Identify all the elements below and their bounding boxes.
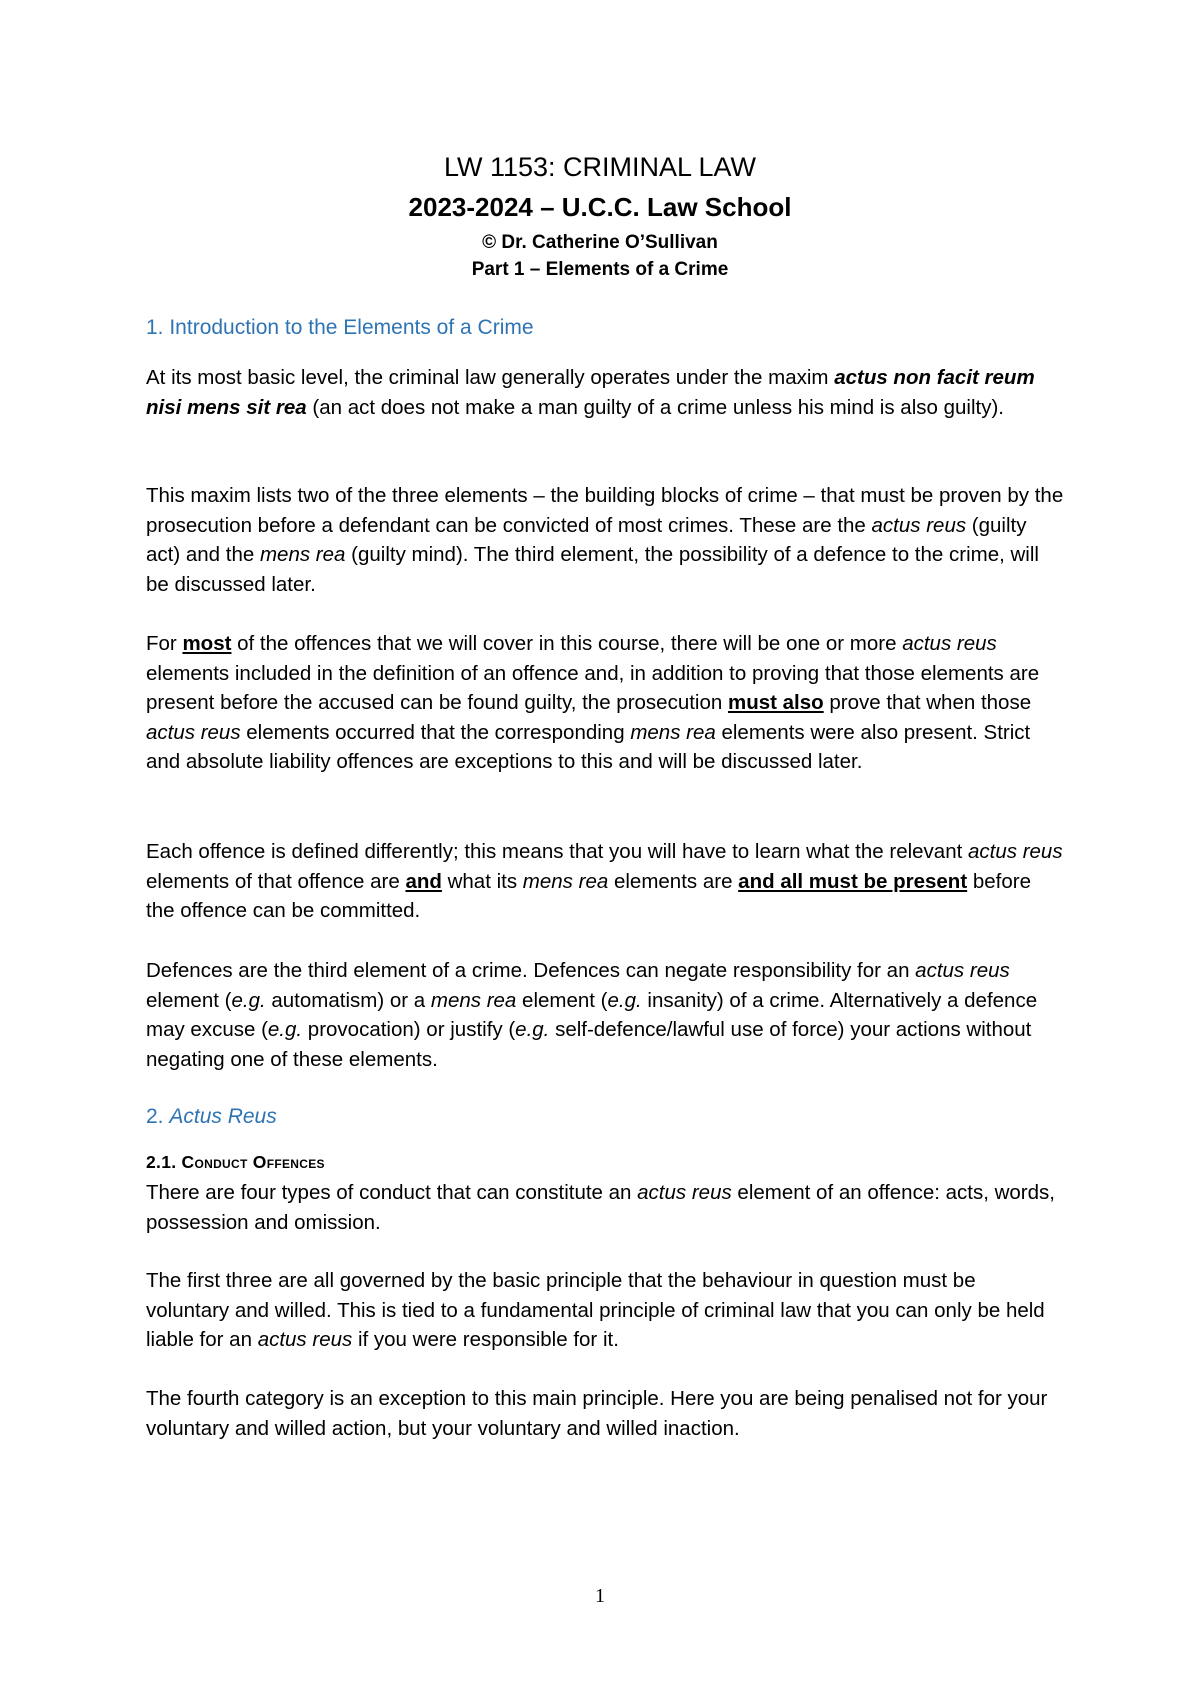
- text-run: element (: [146, 988, 232, 1012]
- section-2-paragraph-1: [146, 1178, 1064, 1237]
- subsection-2-1-heading: 2.1. Conduct Offences: [146, 1152, 325, 1172]
- emphasis-must-also: must also: [727, 691, 824, 714]
- text-run: (an act does not make a man guilty of a crime unless his mind is also guilty).: [306, 395, 1004, 419]
- section-1-paragraph-4: [146, 837, 1064, 926]
- text-run: elements occurred that the corresponding: [240, 720, 631, 744]
- text-run: For: [146, 632, 183, 655]
- text-run: Each offence is defined differently; this means that you will have to learn what the relevant: [146, 840, 969, 863]
- text-run: self-defence/lawful use of force) your actions without negating one of these elements.: [146, 1018, 1032, 1071]
- term-actus-reus: actus reus: [637, 1181, 732, 1204]
- text-run: elements of that offence are: [146, 869, 406, 893]
- author-line: © Dr. Catherine O’Sullivan: [482, 232, 718, 253]
- term-mens-rea: mens rea: [259, 543, 346, 566]
- emphasis-and-all-must-be-present: and all must be present: [738, 869, 968, 893]
- section-2-heading: [146, 1105, 277, 1129]
- text-run: Defences are the third element of a crime. Defences can negate responsibility for an: [146, 959, 916, 982]
- section-1-paragraph-5: [146, 956, 1064, 1074]
- course-title: LW 1153: CRIMINAL LAW: [443, 152, 757, 182]
- text-run: provocation) or justify (: [302, 1018, 516, 1041]
- abbr-eg: e.g.: [231, 988, 266, 1012]
- section-1-paragraph-1: [146, 363, 1064, 422]
- page-number: 1: [595, 1585, 605, 1607]
- latin-maxim: actus non facit reum nisi mens sit rea: [146, 366, 1035, 419]
- text-run: (guilty mind). The third element, the possibility of a defence to the crime, will be discussed later.: [146, 543, 1039, 596]
- term-actus-reus: actus reus: [915, 959, 1010, 982]
- text-run: if you were responsible for it.: [352, 1328, 619, 1351]
- section-1-paragraph-2: [146, 481, 1064, 599]
- text-run: elements are: [608, 869, 739, 893]
- text-run: what its: [441, 869, 523, 893]
- term-actus-reus: actus reus: [257, 1328, 353, 1351]
- text-run: (guilty act) and the: [146, 513, 1027, 566]
- term-mens-rea: mens rea: [522, 869, 609, 893]
- text-run: element (: [516, 988, 608, 1012]
- text-run: The first three are all governed by the basic principle that the behaviour in question must be voluntary and willed. This is tied to a fundamental principle of criminal law that you can only be held liable for an: [146, 1269, 1045, 1351]
- term-actus-reus: actus reus: [968, 840, 1063, 863]
- abbr-eg: e.g.: [515, 1018, 550, 1041]
- section-2-paragraph-3: The fourth category is an exception to this main principle. Here you are being penalised not for your voluntary and willed action, but your voluntary and willed inaction.: [146, 1387, 1048, 1440]
- academic-year-title: 2023-2024 – U.C.C. Law School: [408, 192, 792, 222]
- text-run: prove that when those: [823, 691, 1032, 714]
- text-run: before the offence can be committed.: [146, 869, 1031, 922]
- abbr-eg: e.g.: [607, 988, 642, 1012]
- term-actus-reus: actus reus: [146, 720, 241, 744]
- term-mens-rea: mens rea: [430, 988, 517, 1012]
- section-2-number: 2.: [146, 1105, 170, 1128]
- term-actus-reus: actus reus: [871, 513, 967, 537]
- text-run: elements were also present. Strict and absolute liability offences are exceptions to this and will be discussed later.: [146, 720, 1031, 773]
- text-run: automatism) or a: [265, 988, 431, 1012]
- text-run: This maxim lists two of the three elements – the building blocks of crime – that must be proven by the prosecution before a defendant can be convicted of most crimes. These are the: [146, 484, 1064, 537]
- section-1-heading: 1. Introduction to the Elements of a Crime: [146, 316, 534, 339]
- text-run: element of an offence: acts, words, possession and omission.: [146, 1181, 1055, 1234]
- part-title: Part 1 – Elements of a Crime: [471, 259, 729, 280]
- term-mens-rea: mens rea: [630, 720, 716, 744]
- text-run: of the offences that we will cover in this course, there will be one or more: [231, 632, 903, 655]
- text-run: insanity) of a crime. Alternatively a defence may excuse (: [146, 988, 1038, 1041]
- section-1-paragraph-3: [146, 629, 1064, 777]
- term-actus-reus: actus reus: [902, 632, 997, 655]
- emphasis-and: and: [405, 869, 442, 893]
- text-run: At its most basic level, the criminal law generally operates under the maxim: [146, 366, 835, 389]
- section-2-title: Actus Reus: [169, 1105, 277, 1128]
- text-run: There are four types of conduct that can constitute an: [146, 1181, 638, 1204]
- abbr-eg: e.g.: [267, 1018, 303, 1041]
- text-run: elements included in the definition of an offence and, in addition to proving that those elements are present before the accused can be found guilty, the prosecution: [146, 661, 1040, 714]
- section-2-paragraph-2: [146, 1266, 1064, 1355]
- emphasis-most: most: [182, 632, 232, 655]
